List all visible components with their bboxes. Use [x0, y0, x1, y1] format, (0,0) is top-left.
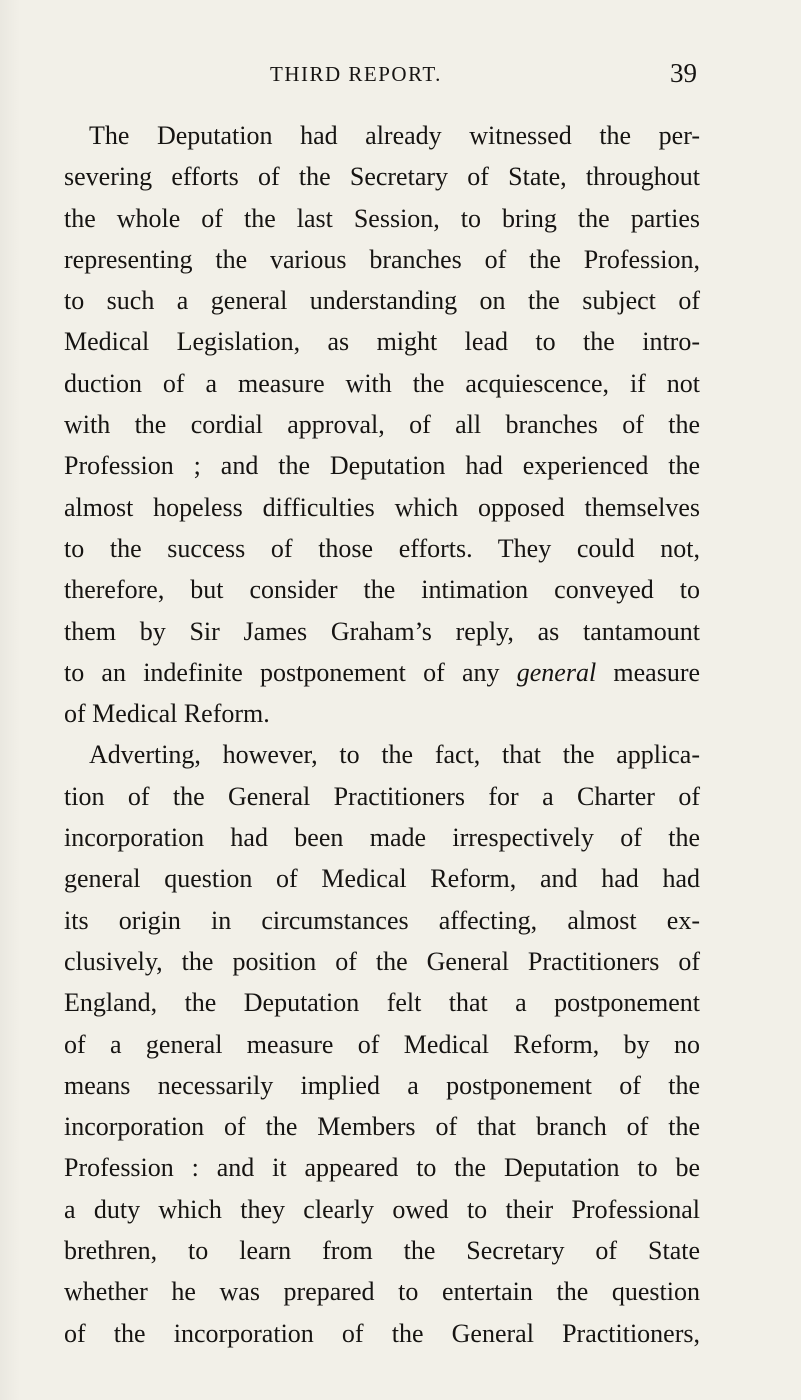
text-line: of Medical Reform. — [64, 699, 270, 729]
text-line: representing the various branches of the Profession, — [64, 244, 700, 274]
text-line-with-italic — [64, 652, 700, 693]
text-line: Adverting, however, to the fact, that the applica- — [89, 740, 700, 770]
text-line: England, the Deputation felt that a postponement — [64, 988, 700, 1018]
text-line: tion of the General Practitioners for a Charter of — [64, 781, 700, 811]
text-line: Profession ; and the Deputation had experienced the — [64, 451, 700, 481]
text-line: The Deputation had already witnessed the per- — [89, 121, 700, 150]
text-segment: to an indefinite postponement of any — [64, 657, 500, 687]
text-line: clusively, the position of the General Practitioners of — [64, 946, 700, 976]
text-line: incorporation of the Members of that branch of the — [64, 1112, 700, 1142]
text-line: Medical Legislation, as might lead to the intro- — [64, 327, 700, 357]
text-line: Profession : and it appeared to the Deputation to be — [64, 1153, 700, 1183]
text-line: means necessarily implied a postponement of the — [64, 1070, 700, 1100]
italic-word: general — [516, 657, 597, 687]
text-line: a duty which they clearly owed to their Professional — [64, 1194, 700, 1224]
text-line: whether he was prepared to entertain the question — [64, 1277, 700, 1307]
text-line: severing efforts of the Secretary of State, throughout — [64, 162, 700, 192]
text-line: therefore, but consider the intimation conveyed to — [64, 575, 700, 605]
text-line: the whole of the last Session, to bring the parties — [64, 203, 700, 233]
text-line: to the success of those efforts. They could not, — [64, 533, 700, 563]
text-line: of a general measure of Medical Reform, by no — [64, 1029, 700, 1059]
text-line: to such a general understanding on the subject of — [64, 286, 700, 316]
text-line: general question of Medical Reform, and had had — [64, 864, 700, 894]
text-line: its origin in circumstances affecting, almost ex- — [64, 905, 700, 935]
body-text — [64, 115, 700, 1354]
running-title: THIRD REPORT. — [270, 62, 442, 86]
text-line: almost hopeless difficulties which opposed themselves — [64, 492, 700, 522]
text-line: of the incorporation of the General Practitioners, — [64, 1318, 700, 1348]
text-line: with the cordial approval, of all branches of the — [64, 410, 700, 440]
text-line: them by Sir James Graham’s reply, as tantamount — [64, 616, 700, 646]
text-segment: measure — [613, 657, 701, 687]
text-line: brethren, to learn from the Secretary of State — [64, 1236, 700, 1266]
page-number: 39 — [670, 58, 697, 88]
text-line: duction of a measure with the acquiescence, if not — [64, 368, 700, 398]
page-header — [0, 58, 801, 92]
text-line: incorporation had been made irrespectively of the — [64, 823, 700, 853]
